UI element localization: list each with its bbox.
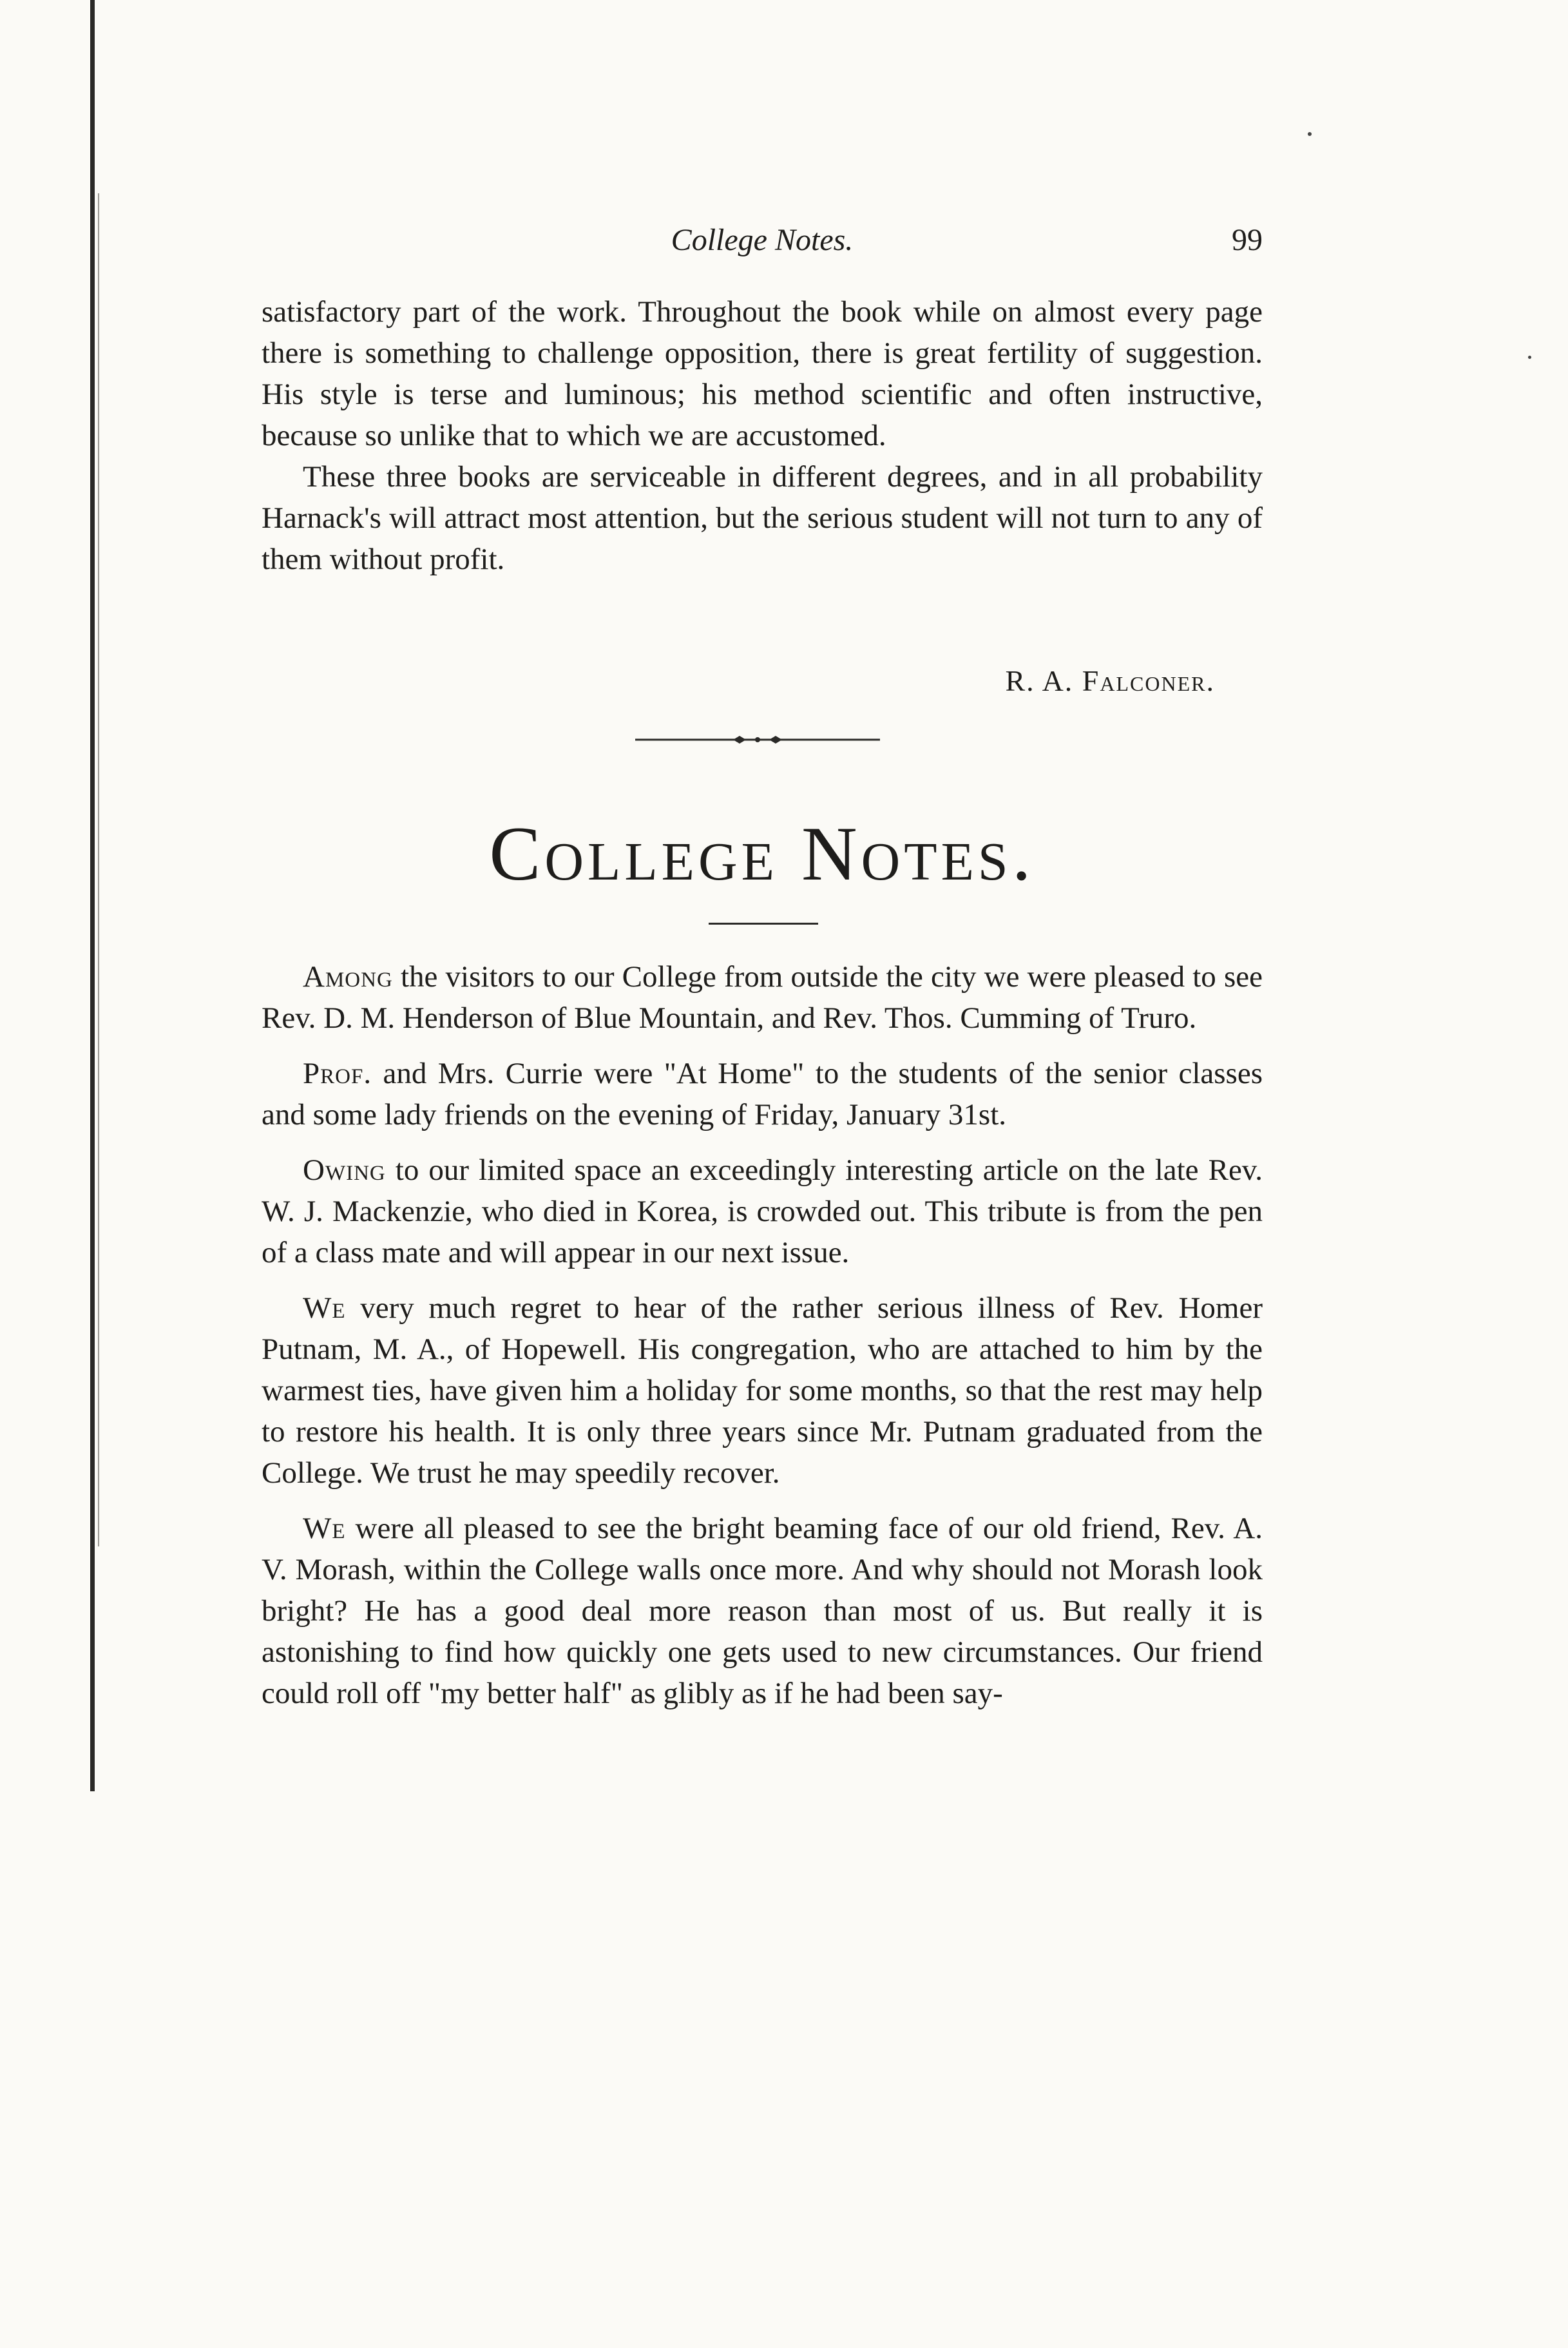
running-head <box>262 222 1263 261</box>
note-lead-word: Owing <box>303 1153 386 1187</box>
ink-speck <box>1308 132 1312 136</box>
section-title: College Notes. <box>489 811 1035 896</box>
page-number: 99 <box>1232 223 1263 257</box>
page-binding-edge <box>90 0 95 1791</box>
note-lead-word: We <box>303 1512 346 1545</box>
ink-speck <box>1528 356 1531 359</box>
note-text: to our limited space an exceedingly interesting article on the late Rev. W. J. Mackenzie, who died in Korea, is crowded out. This tribute is from the pen of a class mate and will appear in our next issue. <box>262 1153 1263 1269</box>
page-binding-shadow <box>98 193 99 1546</box>
review-conclusion <box>262 291 1263 580</box>
note-text: were all pleased to see the bright beaming face of our old friend, Rev. A. V. Morash, within the College walls once more. And why should not Morash look bright? He has a good deal more reason than most of us. But really it is astonishing to find how quickly one gets used to new circumstances. Our friend could roll off "my better half" as glibly as if he had been say- <box>262 1512 1263 1710</box>
note-text: very much regret to hear of the rather serious illness of Rev. Homer Putnam, M. A., of Hopewell. His congregation, who are attached to him by the warmest ties, have given him a holiday for some months, so that the rest may help to restore his health. It is only three years since Mr. Putnam graduated from the College. We trust he may speedily recover. <box>262 1291 1263 1490</box>
note-paragraph <box>262 956 1263 1039</box>
note-text: the visitors to our College from outside the city we were pleased to see Rev. D. M. Henderson of Blue Mountain, and Rev. Thos. Cumming of Truro. <box>262 960 1263 1035</box>
note-paragraph <box>262 1287 1263 1494</box>
review-signature: R. A. Falconer. <box>1005 664 1215 697</box>
note-paragraph <box>262 1150 1263 1273</box>
college-notes <box>262 956 1263 1728</box>
section-divider-ornament <box>635 733 880 746</box>
review-paragraph: These three books are serviceable in different degrees, and in all probability Harnack's will attract most attention, but the serious student will not turn to any of them without profit. <box>262 460 1263 576</box>
title-rule <box>709 923 818 925</box>
note-paragraph <box>262 1053 1263 1135</box>
note-text: and Mrs. Currie were "At Home" to the students of the senior classes and some lady friends on the evening of Friday, January 31st. <box>262 1057 1263 1131</box>
running-title: College Notes. <box>671 223 854 257</box>
note-lead-word: We <box>303 1291 346 1325</box>
note-lead-word: Among <box>303 960 393 994</box>
note-lead-word: Prof. <box>303 1057 372 1090</box>
note-paragraph <box>262 1508 1263 1714</box>
review-paragraph: satisfactory part of the work. Throughout the book while on almost every page there is something to challenge opposition, there is great fertility of suggestion. His style is terse and luminous; his method scientific and often instructive, because so unlike that to which we are accustomed. <box>262 295 1263 452</box>
